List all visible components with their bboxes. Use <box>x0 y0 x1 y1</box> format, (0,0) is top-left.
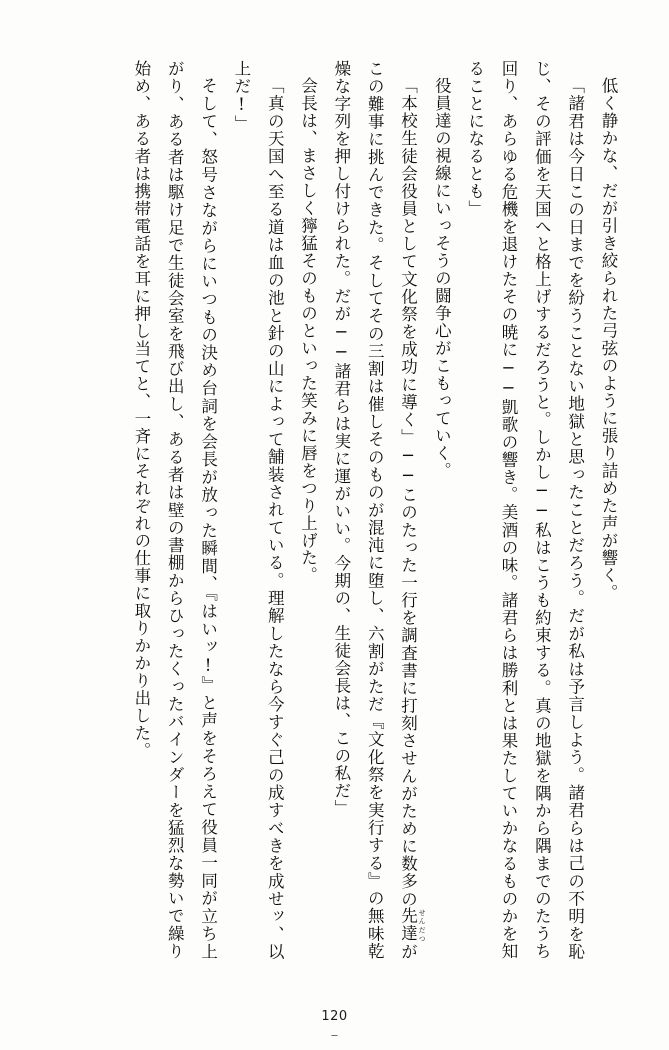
page-number: 120 <box>321 1009 348 1024</box>
paragraph-7: そして、怒号さながらにいつもの決め台詞を会長が放った瞬間、『はいッ!』と声をそろえて役員一同が立ち上がり、ある者は駆け足で生徒会室を飛び出し、ある者は壁の書棚からひったくったバインダーを猛烈な勢いで繰り始め、ある者は携帯電話を耳に押し当てと、一斉にそれぞれの仕事に取りかかり出した。 <box>131 60 218 960</box>
paragraph-2: 「諸君は今日この日までを紛うことない地獄と思ったことだろう。だが私は予言しよう。諸君らは己の不明を恥じ、その評価を天国へと格上げするだろうと。しかし──私はこうも約束する。真の地獄を隅から隅までのたうち回り、あらゆる危機を退けたその暁に──凱歌の響き。美酒の味。諸君らは勝利とは果たしていかなるものかを知ることになるとも」 <box>465 60 585 960</box>
paragraph-6: 「真の天国へ至る道は血の池と針の山によって舗装されている。理解したなら今すぐ己の成すべきを成せッ、以上だ!」 <box>231 60 285 960</box>
paragraph-3: 役員達の視線にいっそうの闘争心がこもっていく。 <box>432 76 452 479</box>
ruby-annotation: 先達 せんだつ <box>398 907 426 943</box>
paragraph-1: 低く静かな、だが引き絞られた弓弦のように張り詰めた声が響く。 <box>599 76 618 602</box>
novel-text-block <box>44 60 625 960</box>
paragraph-4: 「本校生徒会役員として文化祭を成功に導く」──このたった一行を調査書に打刻させんがために数多の先達 せんだつがこの難事に挑んできた。そしてその三割は催しそのものが混沌に堕し、六割がただ『文化祭を実行する』の無味乾燥な字列を押し付けられた。だが──諸君らは実に運がいい。今期の、生徒会長は、この私だ」 <box>331 60 426 961</box>
paragraph-5: 会長は、まさしく獰猛そのものといった笑みに唇をつり上げた。 <box>298 76 318 584</box>
footer-mark: ─ <box>331 1031 338 1042</box>
